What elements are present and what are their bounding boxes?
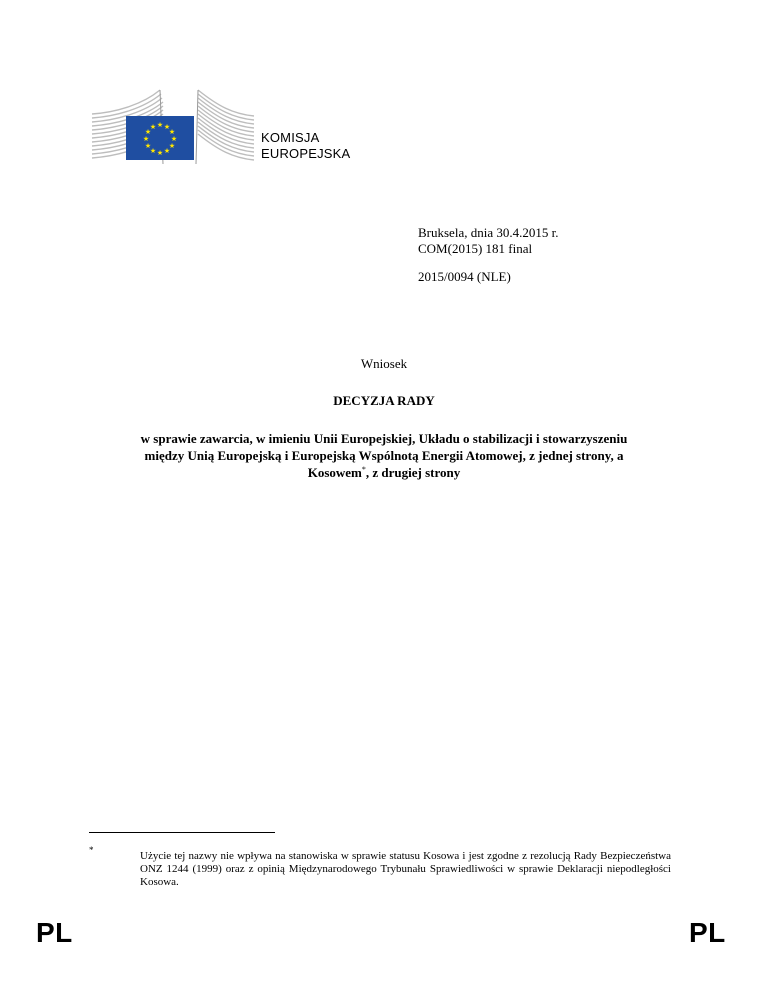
procedure-number: 2015/0094 (NLE) <box>418 269 511 284</box>
document-title: DECYZJA RADY <box>333 393 435 408</box>
organization-name-line2: EUROPEJSKA <box>261 146 351 161</box>
document-subject <box>70 430 698 481</box>
svg-text:★: ★ <box>156 149 164 157</box>
subject-line-2: między Unią Europejską i Europejską Wspólnotą Energii Atomowej, z jednej strony, a <box>144 448 624 463</box>
language-code-right: PL <box>689 917 726 948</box>
language-code-left: PL <box>36 917 73 948</box>
subject-line-1: w sprawie zawarcia, w imieniu Unii Europejskiej, Układu o stabilizacji i stowarzyszeniu <box>140 431 628 446</box>
svg-text:★: ★ <box>149 123 157 131</box>
berlaymont-building-icon <box>88 86 258 166</box>
svg-text:★: ★ <box>168 142 176 150</box>
svg-text:★: ★ <box>149 147 157 155</box>
svg-text:★: ★ <box>170 135 178 143</box>
svg-text:★: ★ <box>163 123 171 131</box>
document-reference-block <box>418 225 558 285</box>
svg-text:★: ★ <box>142 135 150 143</box>
svg-text:★: ★ <box>168 128 176 136</box>
subject-line-3-start: Kosowem <box>307 465 362 480</box>
subject-line-3 <box>70 464 698 481</box>
svg-text:★: ★ <box>144 142 152 150</box>
svg-text:★: ★ <box>144 128 152 136</box>
organization-name <box>261 130 350 162</box>
footnote-separator <box>89 832 275 833</box>
footnote-mark: * <box>89 845 94 855</box>
footnote-reference: * <box>361 465 366 474</box>
svg-text:★: ★ <box>156 121 164 129</box>
svg-text:★: ★ <box>163 147 171 155</box>
organization-name-line1: KOMISJA <box>261 130 320 145</box>
footnote-text: Użycie tej nazwy nie wpływa na stanowiska w sprawie statusu Kosowa i jest zgodne z rezolucją Rady Bezpieczeństwa ONZ 1244 (1999) oraz z opinią Międzynarodowego Trybunału Sprawiedliwości w sprawie Deklaracji niepodległości Kosowa. <box>140 850 671 888</box>
place-and-date: Bruksela, dnia 30.4.2015 r. <box>418 225 559 240</box>
subject-line-3-end: , z drugiej strony <box>365 465 461 480</box>
document-type: Wniosek <box>360 356 408 371</box>
european-commission-logo-icon <box>88 86 258 166</box>
com-reference: COM(2015) 181 final <box>418 241 533 256</box>
